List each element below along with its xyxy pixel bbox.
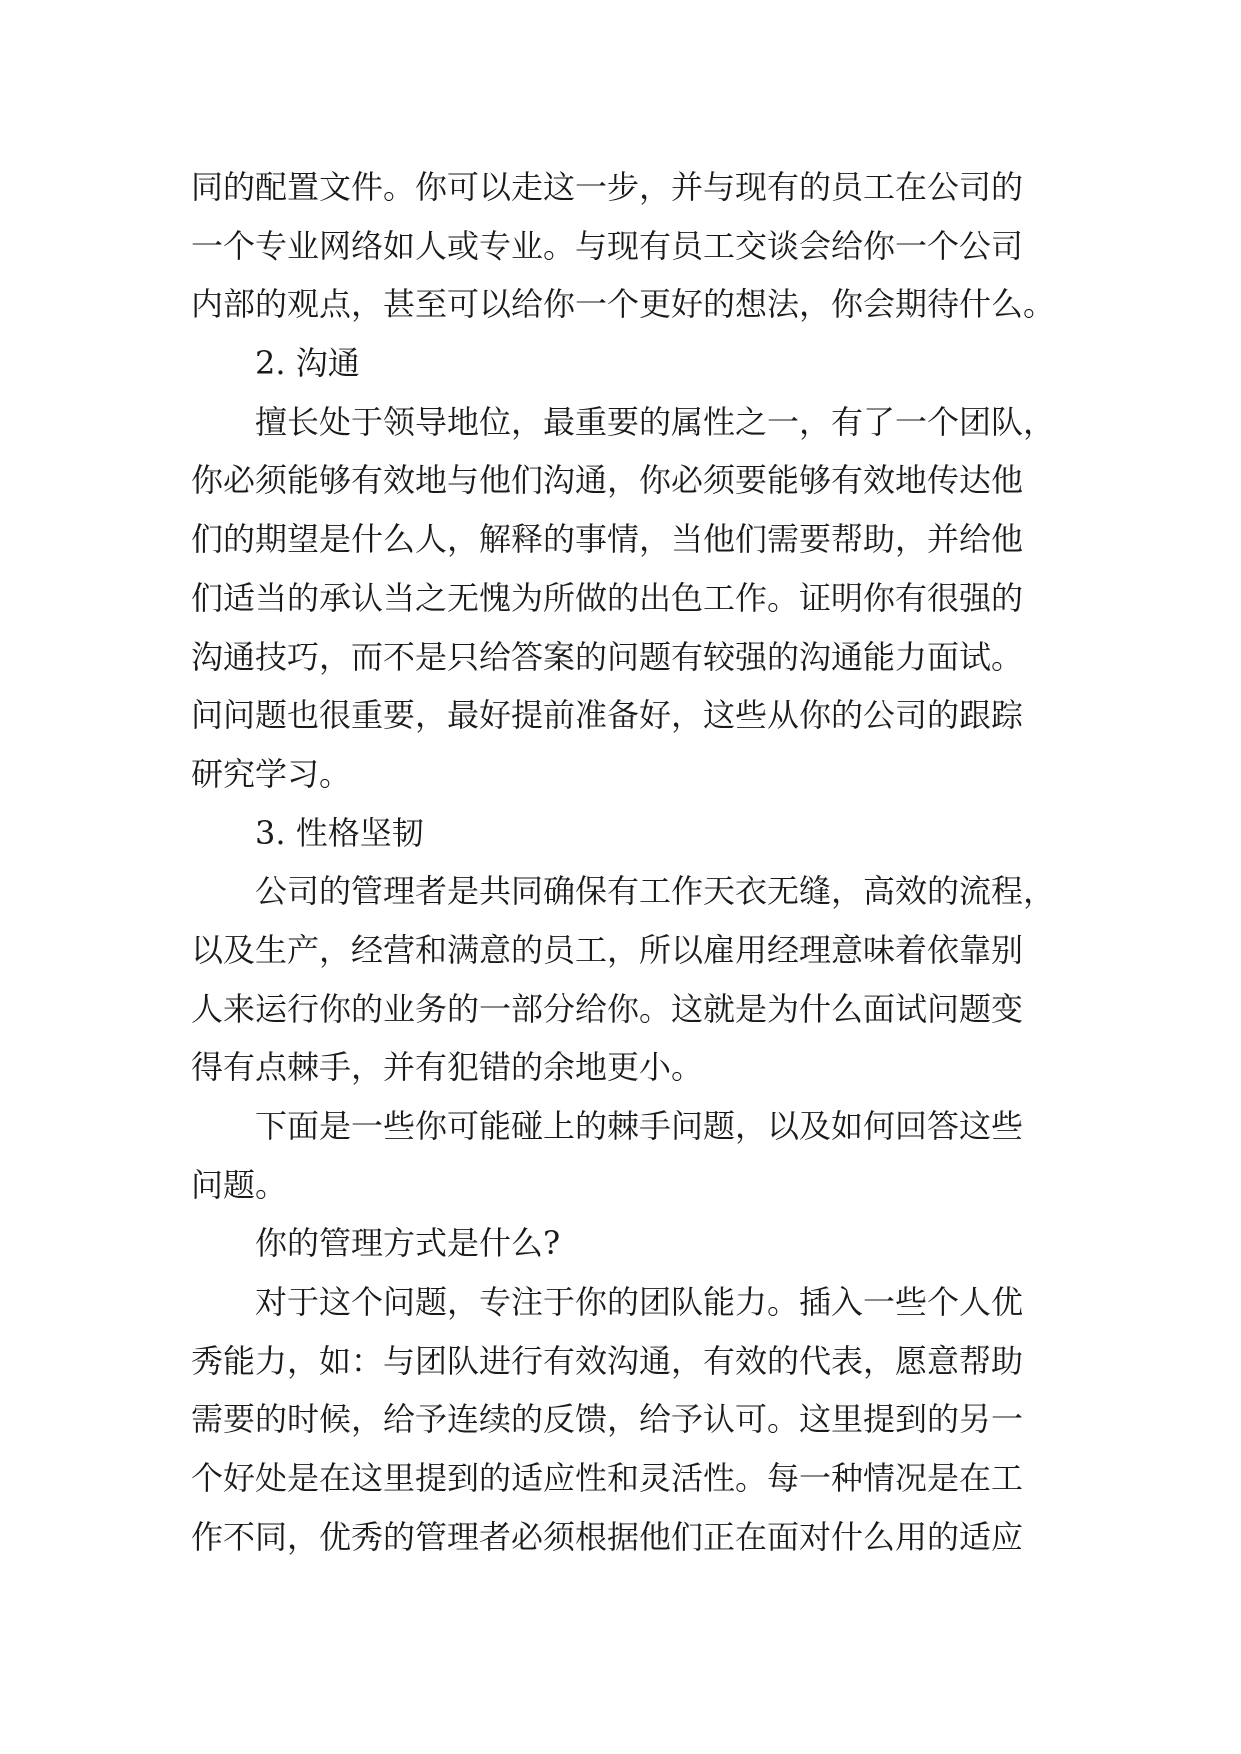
text-line: 以及生产，经营和满意的员工，所以雇用经理意味着依靠别 xyxy=(191,930,1024,969)
text-line: 人来运行你的业务的一部分给你。这就是为什么面试问题变 xyxy=(191,989,1024,1028)
text-line: 需要的时候，给予连续的反馈，给予认可。这里提到的另一 xyxy=(191,1400,1024,1439)
body-text xyxy=(191,158,1071,1567)
text-line: 你必须能够有效地与他们沟通，你必须要能够有效地传达他 xyxy=(191,461,1024,500)
text-line: 擅长处于领导地位，最重要的属性之一，有了一个团队， xyxy=(255,402,1056,441)
text-line: 下面是一些你可能碰上的棘手问题，以及如何回答这些 xyxy=(255,1107,1024,1145)
text-line: 2. 沟通 xyxy=(255,344,360,383)
text-line: 你的管理方式是什么? xyxy=(255,1224,561,1263)
text-line: 个好处是在这里提到的适应性和灵活性。每一种情况是在工 xyxy=(191,1459,1024,1498)
text-line: 3. 性格坚韧 xyxy=(255,813,424,852)
text-line: 作不同，优秀的管理者必须根据他们正在面对什么用的适应 xyxy=(191,1517,1024,1556)
text-line: 同的配置文件。你可以走这一步，并与现有的员工在公司的 xyxy=(191,168,1024,206)
text-line: 秀能力，如：与团队进行有效沟通，有效的代表，愿意帮助 xyxy=(191,1341,1024,1380)
text-line: 们适当的承认当之无愧为所做的出色工作。证明你有很强的 xyxy=(191,578,1024,617)
text-line: 对于这个问题，专注于你的团队能力。插入一些个人优 xyxy=(255,1283,1024,1322)
text-line: 沟通技巧，而不是只给答案的问题有较强的沟通能力面试。 xyxy=(191,637,1024,676)
text-line: 研究学习。 xyxy=(191,754,352,793)
text-line: 问问题也很重要，最好提前准备好，这些从你的公司的跟踪 xyxy=(191,696,1024,735)
text-line: 问题。 xyxy=(191,1165,288,1204)
text-line: 得有点棘手，并有犯错的余地更小。 xyxy=(191,1048,704,1087)
text-line: 们的期望是什么人，解释的事情，当他们需要帮助，并给他 xyxy=(191,520,1024,559)
text-line: 一个专业网络如人或专业。与现有员工交谈会给你一个公司 xyxy=(191,226,1024,265)
text-line: 公司的管理者是共同确保有工作天衣无缝，高效的流程， xyxy=(255,872,1056,911)
text-line: 内部的观点，甚至可以给你一个更好的想法，你会期待什么。 xyxy=(191,285,1056,324)
